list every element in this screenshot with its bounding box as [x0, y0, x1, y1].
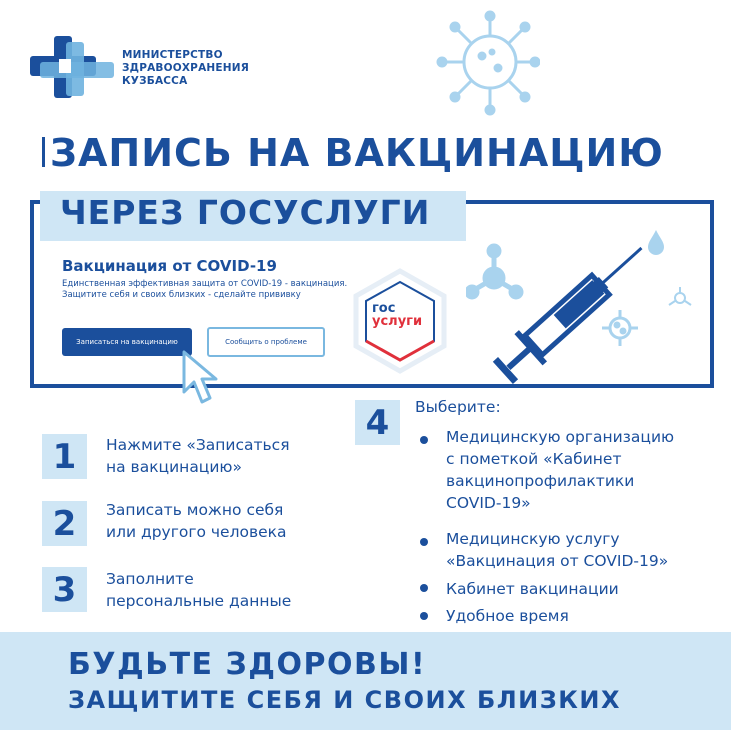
step-1-number: 1	[42, 434, 87, 479]
report-problem-button[interactable]: Сообщить о проблеме	[207, 327, 325, 357]
step-3-line-1: Заполните	[106, 570, 194, 588]
syringe-icon	[466, 220, 696, 390]
item-2-line-1: Медицинскую услугу	[446, 530, 620, 548]
step-1-line-1: Нажмите «Записаться	[106, 436, 290, 454]
item-2-line-2: «Вакцинация от COVID-19»	[446, 552, 669, 570]
signup-vaccination-button[interactable]: Записаться на вакцинацию	[62, 328, 192, 356]
gosuslugi-line-2: услуги	[372, 314, 423, 329]
card-title: Вакцинация от COVID-19	[62, 257, 277, 275]
item-3-line-1: Кабинет вакцинации	[446, 580, 619, 598]
step-3-line-2: персональные данные	[106, 592, 292, 610]
gosuslugi-logo-text	[372, 302, 422, 328]
organization-name	[122, 49, 249, 88]
step-4-item-4	[446, 605, 569, 627]
step-4-item-1	[446, 426, 674, 514]
step-4-label: Выберите:	[415, 398, 501, 416]
step-2-line-1: Записать можно себя	[106, 501, 284, 519]
item-4-line-1: Удобное время	[446, 607, 569, 625]
step-3-number: 3	[42, 567, 87, 612]
title-accent-bar	[42, 137, 45, 167]
org-line-1: МИНИСТЕРСТВО	[122, 49, 223, 61]
item-1-line-2: с пометкой «Кабинет	[446, 450, 622, 468]
page-subtitle: ЧЕРЕЗ ГОСУСЛУГИ	[60, 193, 431, 232]
org-line-3: КУЗБАССА	[122, 75, 188, 87]
step-1-line-2: на вакцинацию»	[106, 458, 242, 476]
page-title: ЗАПИСЬ НА ВАКЦИНАЦИЮ	[50, 131, 664, 175]
step-2-text	[106, 499, 287, 543]
item-1-line-3: вакцинопрофилактики	[446, 472, 635, 490]
cursor-icon	[180, 348, 224, 408]
card-description: Единственная эффективная защита от COVID-19 - вакцинация. Защитите себя и своих близких - сделайте прививку	[62, 279, 348, 300]
bullet-dot	[420, 612, 428, 620]
item-1-line-1: Медицинскую организацию	[446, 428, 675, 446]
step-4-item-3	[446, 578, 619, 600]
step-4-item-2	[446, 528, 668, 572]
step-1-text	[106, 434, 290, 478]
step-4-number: 4	[355, 400, 400, 445]
ministry-logo-icon	[26, 32, 116, 102]
org-line-2: ЗДРАВООХРАНЕНИЯ	[122, 62, 250, 74]
step-3-text	[106, 568, 291, 612]
step-2-line-2: или другого человека	[106, 523, 287, 541]
virus-icon	[430, 10, 540, 120]
bullet-dot	[420, 538, 428, 546]
gosuslugi-line-1: гос	[372, 301, 396, 316]
bullet-dot	[420, 584, 428, 592]
footer-headline: БУДЬТЕ ЗДОРОВЫ!	[68, 647, 427, 682]
item-1-line-4: COVID-19»	[446, 494, 531, 512]
bullet-dot	[420, 436, 428, 444]
footer-subheadline: ЗАЩИТИТЕ СЕБЯ И СВОИХ БЛИЗКИХ	[68, 686, 622, 714]
step-2-number: 2	[42, 501, 87, 546]
